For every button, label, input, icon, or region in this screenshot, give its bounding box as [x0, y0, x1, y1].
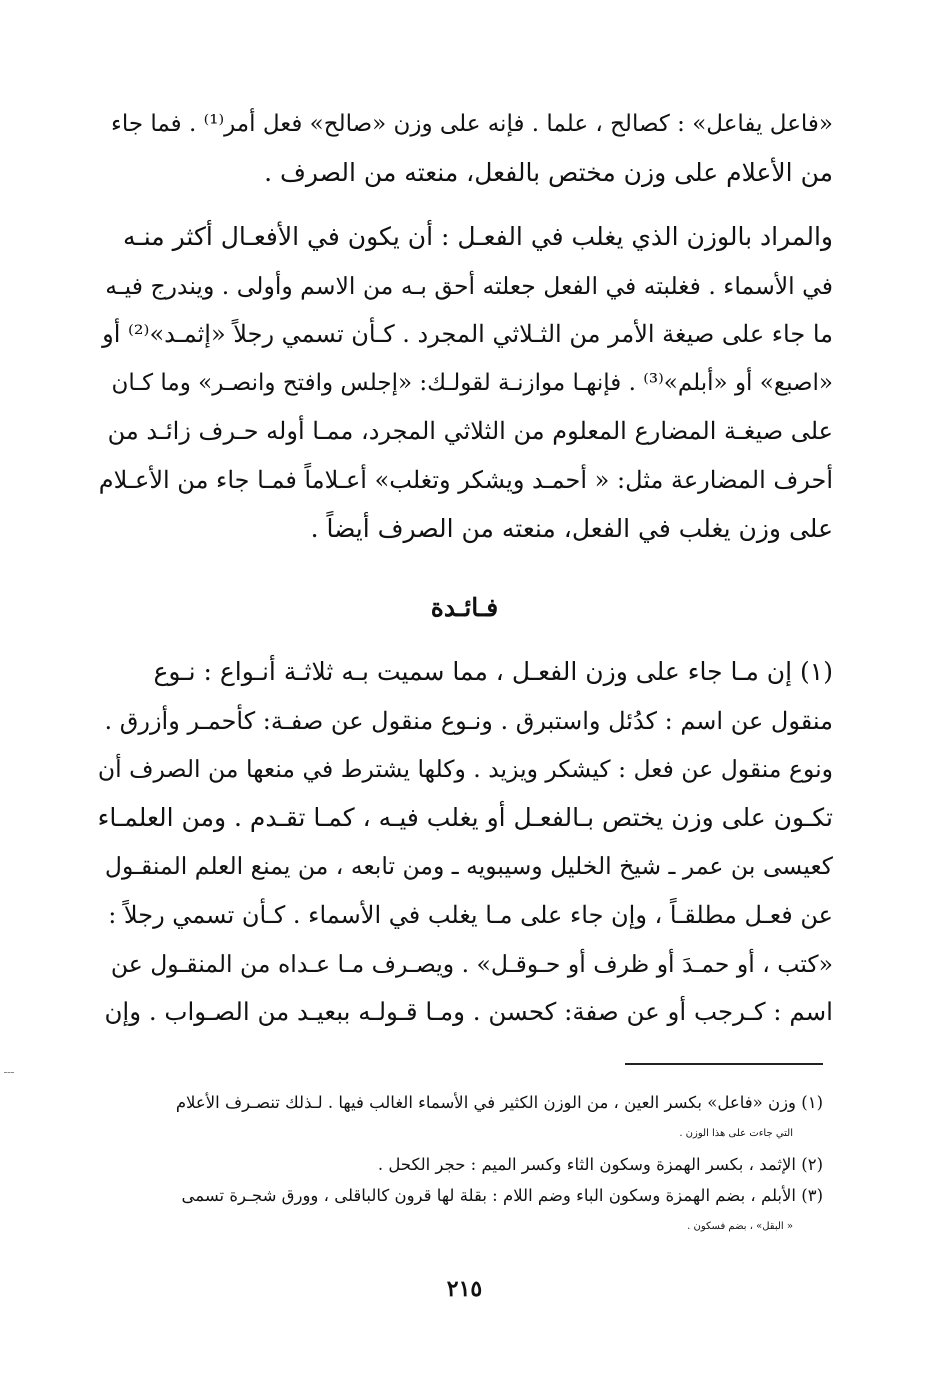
text-line: في الأسماء . فغلبته في الفعل جعلته أحق بـه من الاسم وأولى . ويندرج فيـه [105, 271, 833, 300]
text-line: أحرف المضارعة مثل: « أحمـد ويشكر وتغلب» أعـلاماً فمـا جاء من الأعـلام [98, 465, 833, 494]
text-line: على صيغـة المضارع المعلوم من الثلاثي المجرد، ممـا أوله حـرف زائـد من [107, 417, 833, 446]
text-line: على وزن يغلب في الفعل، منعته من الصرف أيضاً . [310, 513, 833, 543]
section-heading: فـائـدة [430, 593, 499, 622]
footnote-1: (١) وزن «فاعل» بكسر العين ، من الوزن الكثير في الأسماء الغالب فيها . لـذلك تنصـرف الأعلام [175, 1093, 823, 1112]
text-line: ما جاء على صيغة الأمر من الثـلاثي المجرد . كـأن تسمي رجلاً «إثمـد»⁽²⁾ أو [102, 320, 833, 349]
footnotes [107, 1088, 823, 1243]
footnote-3: (٣) الأبلم ، بضم الهمزة وسكون الباء وضم اللام : بقلة لها قرون كالباقلى ، وورق شجـرة تسمى [181, 1186, 823, 1205]
footnote-divider [625, 1063, 823, 1065]
paragraph-1 [97, 100, 833, 197]
text-line: والمراد بالوزن الذي يغلب في الفعـل : أن يكون في الأفعـال أكثر منـه [123, 222, 833, 251]
text-line: عن فعـل مطلقـاً ، وإن جاء على مـا يغلب في الأسماء . كـأن تسمي رجلاً : [108, 900, 833, 929]
scan-margin-mark [4, 1072, 14, 1073]
text-line: تكـون على وزن يختص بـالفعـل أو يغلب فيـه ، كمـا تقـدم . ومن العلمـاء [97, 802, 833, 832]
text-line: كعيسى بن عمر ـ شيخ الخليل وسيبويه ـ ومن تابعه ، من يمنع العلم المنقـول [104, 852, 833, 881]
text-line: من الأعلام على وزن مختص بالفعل، منعته من الصرف . [264, 157, 833, 187]
text-line: اسم : كـرجب أو عن صفة: كحسن . ومـا قـولـه ببعيـد من الصـواب . وإن [104, 997, 833, 1027]
paragraph-2 [97, 213, 833, 553]
footnote-3-continuation: « البقل» ، بضم فسكون . [687, 1221, 793, 1232]
text-line: «كتب ، أو حمـدَ أو ظرف أو حـوقـل» . ويصـرف مـا عـداه من المنقـول عن [110, 949, 833, 978]
text-line: «اصبع» أو «أبلم»⁽³⁾ . فإنهـا موازنـة لقولـك: «إجلس وافتح وانصـر» وما كـان [111, 369, 833, 396]
paragraph-3 [97, 648, 833, 1037]
footnote-2: (٢) الإثمد ، بكسر الهمزة وسكون الثاء وكسر الميم : حجر الكحل . [377, 1155, 823, 1174]
text-line: (١) إن مـا جاء على وزن الفعـل ، مما سميت بـه ثلاثـة أنـواع : نـوع [153, 657, 833, 686]
footnote-1-continuation: التي جاءت على هذا الوزن . [679, 1128, 793, 1139]
text-line: ونوع منقول عن فعل : كيشكر ويزيد . وكلها يشترط في منعها من الصرف أن [97, 755, 833, 784]
text-line: «فاعل يفاعل» : كصالح ، علما . فإنه على وزن «صالح» فعل أمر⁽¹⁾ . فما جاء [111, 111, 833, 137]
page-number: ٢١٥ [446, 1276, 483, 1302]
text-line: منقول عن اسم : كدُئل واستبرق . ونـوع منقول عن صفـة: كأحمـر وأزرق . [104, 706, 833, 735]
